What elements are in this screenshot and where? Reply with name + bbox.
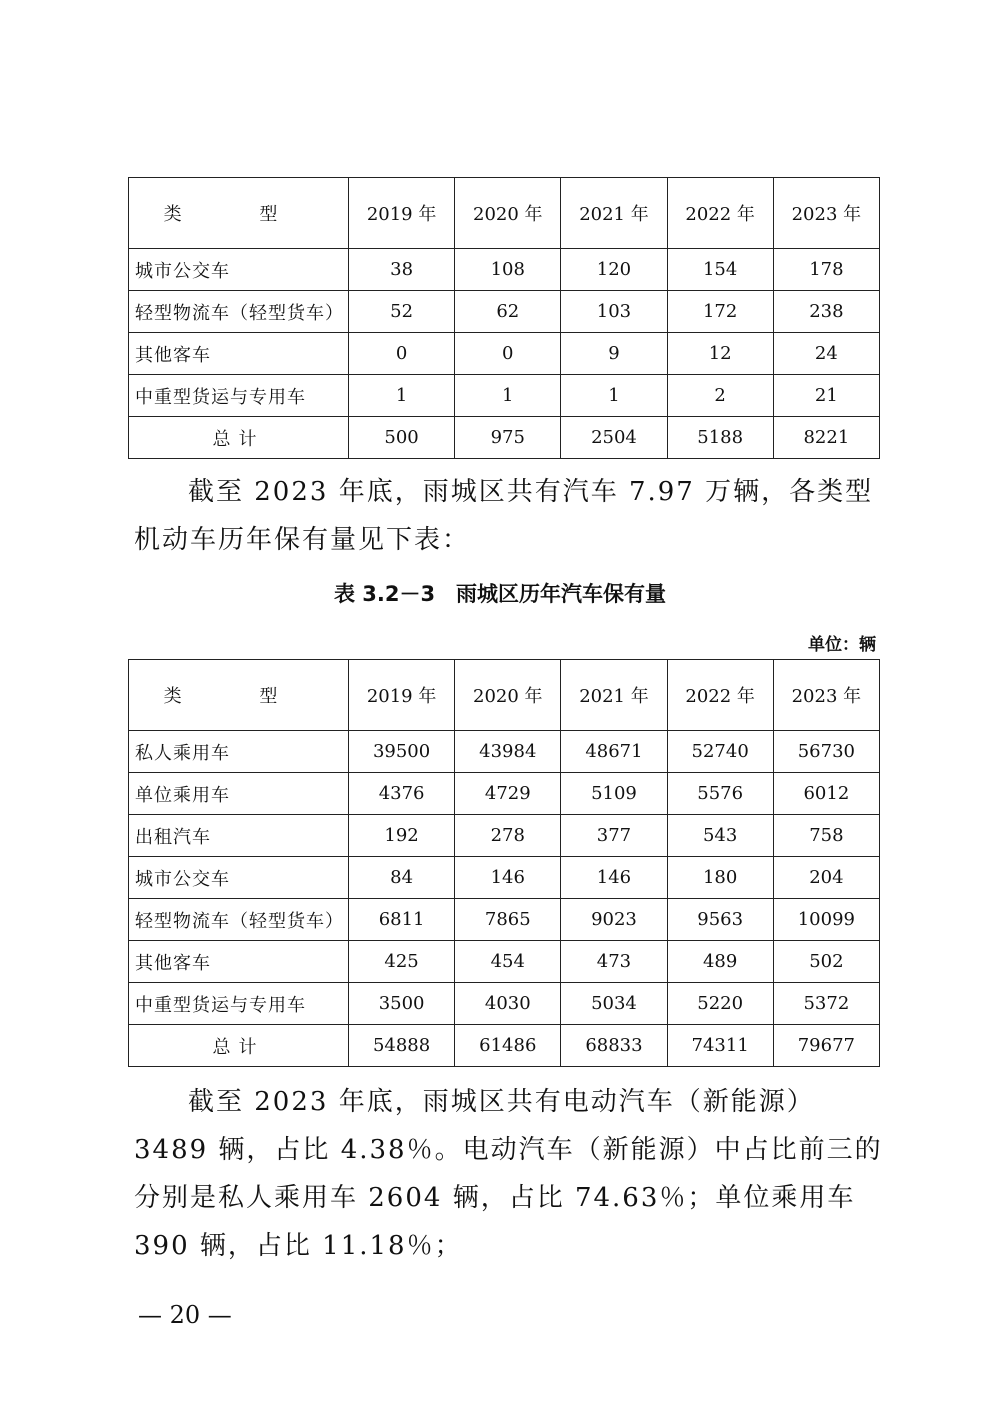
row-label: 轻型物流车（轻型货车） <box>129 899 349 941</box>
table-cell: 178 <box>773 249 879 291</box>
table-cell: 146 <box>561 857 667 899</box>
table-row <box>129 773 880 815</box>
table-cell: 9023 <box>561 899 667 941</box>
table-cell: 8221 <box>773 417 879 459</box>
table-cell: 54888 <box>349 1025 455 1067</box>
table-cell: 154 <box>667 249 773 291</box>
table-cell: 0 <box>455 333 561 375</box>
table-row <box>129 899 880 941</box>
table-cell: 500 <box>349 417 455 459</box>
table-cell: 5034 <box>561 983 667 1025</box>
table-cell: 204 <box>773 857 879 899</box>
table-cell: 9563 <box>667 899 773 941</box>
table-cell: 1 <box>455 375 561 417</box>
table-cell: 24 <box>773 333 879 375</box>
table-cell: 473 <box>561 941 667 983</box>
table-cell: 4030 <box>455 983 561 1025</box>
table-row <box>129 249 880 291</box>
table-cell: 4729 <box>455 773 561 815</box>
table-cell: 38 <box>349 249 455 291</box>
table-cell: 0 <box>349 333 455 375</box>
table-cell: 146 <box>455 857 561 899</box>
table-cell: 4376 <box>349 773 455 815</box>
row-label: 中重型货运与专用车 <box>129 375 349 417</box>
table-cell: 108 <box>455 249 561 291</box>
table-cell: 2504 <box>561 417 667 459</box>
table-cell: 172 <box>667 291 773 333</box>
table-row <box>129 983 880 1025</box>
row-label: 城市公交车 <box>129 249 349 291</box>
table-cell: 103 <box>561 291 667 333</box>
table-cell: 7865 <box>455 899 561 941</box>
row-label: 单位乘用车 <box>129 773 349 815</box>
table-cell: 1 <box>349 375 455 417</box>
body-paragraph-1: 截至 2023 年底，雨城区共有汽车 7.97 万辆，各类型机动车历年保有量见下表： <box>134 477 874 555</box>
header-cell-2021: 2021 年 <box>561 178 667 249</box>
table-total-row <box>129 1025 880 1067</box>
table-header-row <box>129 178 880 249</box>
body-paragraph-2: 截至 2023 年底，雨城区共有电动汽车（新能源）3489 辆，占比 4.38％。电动汽车（新能源）中占比前三的分别是私人乘用车 2604 辆，占比 74.63％；单位乘用车 390 辆，占比 11.18％； <box>134 1087 883 1261</box>
row-label: 城市公交车 <box>129 857 349 899</box>
table-cell: 68833 <box>561 1025 667 1067</box>
table-cell: 377 <box>561 815 667 857</box>
table-row <box>129 857 880 899</box>
header-cell-2019: 2019 年 <box>349 660 455 731</box>
table-cell: 502 <box>773 941 879 983</box>
table-cell: 52 <box>349 291 455 333</box>
table-row <box>129 941 880 983</box>
table-cell: 5220 <box>667 983 773 1025</box>
table-cell: 5576 <box>667 773 773 815</box>
table-cell: 238 <box>773 291 879 333</box>
table-cell: 454 <box>455 941 561 983</box>
table-cell: 43984 <box>455 731 561 773</box>
table-cell: 21 <box>773 375 879 417</box>
header-cell-2023: 2023 年 <box>773 660 879 731</box>
table-cell: 52740 <box>667 731 773 773</box>
table-cell: 6012 <box>773 773 879 815</box>
header-cell-2023: 2023 年 <box>773 178 879 249</box>
table-cell: 489 <box>667 941 773 983</box>
header-cell-2019: 2019 年 <box>349 178 455 249</box>
header-cell-2022: 2022 年 <box>667 178 773 249</box>
table-cell: 62 <box>455 291 561 333</box>
table-cell: 5372 <box>773 983 879 1025</box>
table-cell: 5188 <box>667 417 773 459</box>
table-header-row <box>129 660 880 731</box>
table-cell: 2 <box>667 375 773 417</box>
table-cell: 12 <box>667 333 773 375</box>
row-label: 轻型物流车（轻型货车） <box>129 291 349 333</box>
table-cell: 56730 <box>773 731 879 773</box>
row-label: 其他客车 <box>129 941 349 983</box>
header-cell-2020: 2020 年 <box>455 660 561 731</box>
row-label-total: 总计 <box>129 1025 349 1067</box>
table-cell: 79677 <box>773 1025 879 1067</box>
table-cell: 61486 <box>455 1025 561 1067</box>
table-cell: 74311 <box>667 1025 773 1067</box>
row-label-total: 总计 <box>129 417 349 459</box>
page-number: — 20 — <box>138 1301 232 1329</box>
table-cell: 39500 <box>349 731 455 773</box>
table-row <box>129 333 880 375</box>
header-cell-type: 类 型 <box>129 178 349 249</box>
header-cell-2020: 2020 年 <box>455 178 561 249</box>
ev-table-partial <box>128 177 880 459</box>
table-unit: 单位：辆 <box>808 635 876 655</box>
row-label: 私人乘用车 <box>129 731 349 773</box>
table-cell: 975 <box>455 417 561 459</box>
table-cell: 180 <box>667 857 773 899</box>
table-cell: 6811 <box>349 899 455 941</box>
table-total-row <box>129 417 880 459</box>
vehicle-ownership-table <box>128 659 880 1067</box>
table-cell: 84 <box>349 857 455 899</box>
table-row <box>129 731 880 773</box>
table-cell: 192 <box>349 815 455 857</box>
table-cell: 1 <box>561 375 667 417</box>
table-caption: 表 3.2－3 雨城区历年汽车保有量 <box>333 582 667 606</box>
table-cell: 758 <box>773 815 879 857</box>
table-cell: 3500 <box>349 983 455 1025</box>
table-cell: 120 <box>561 249 667 291</box>
table-cell: 10099 <box>773 899 879 941</box>
header-cell-type: 类 型 <box>129 660 349 731</box>
table-row <box>129 291 880 333</box>
row-label: 中重型货运与专用车 <box>129 983 349 1025</box>
row-label: 其他客车 <box>129 333 349 375</box>
table-row <box>129 815 880 857</box>
table-cell: 425 <box>349 941 455 983</box>
table-row <box>129 375 880 417</box>
row-label: 出租汽车 <box>129 815 349 857</box>
table-cell: 9 <box>561 333 667 375</box>
header-cell-2021: 2021 年 <box>561 660 667 731</box>
table-cell: 543 <box>667 815 773 857</box>
header-cell-2022: 2022 年 <box>667 660 773 731</box>
table-cell: 48671 <box>561 731 667 773</box>
table-cell: 5109 <box>561 773 667 815</box>
table-cell: 278 <box>455 815 561 857</box>
